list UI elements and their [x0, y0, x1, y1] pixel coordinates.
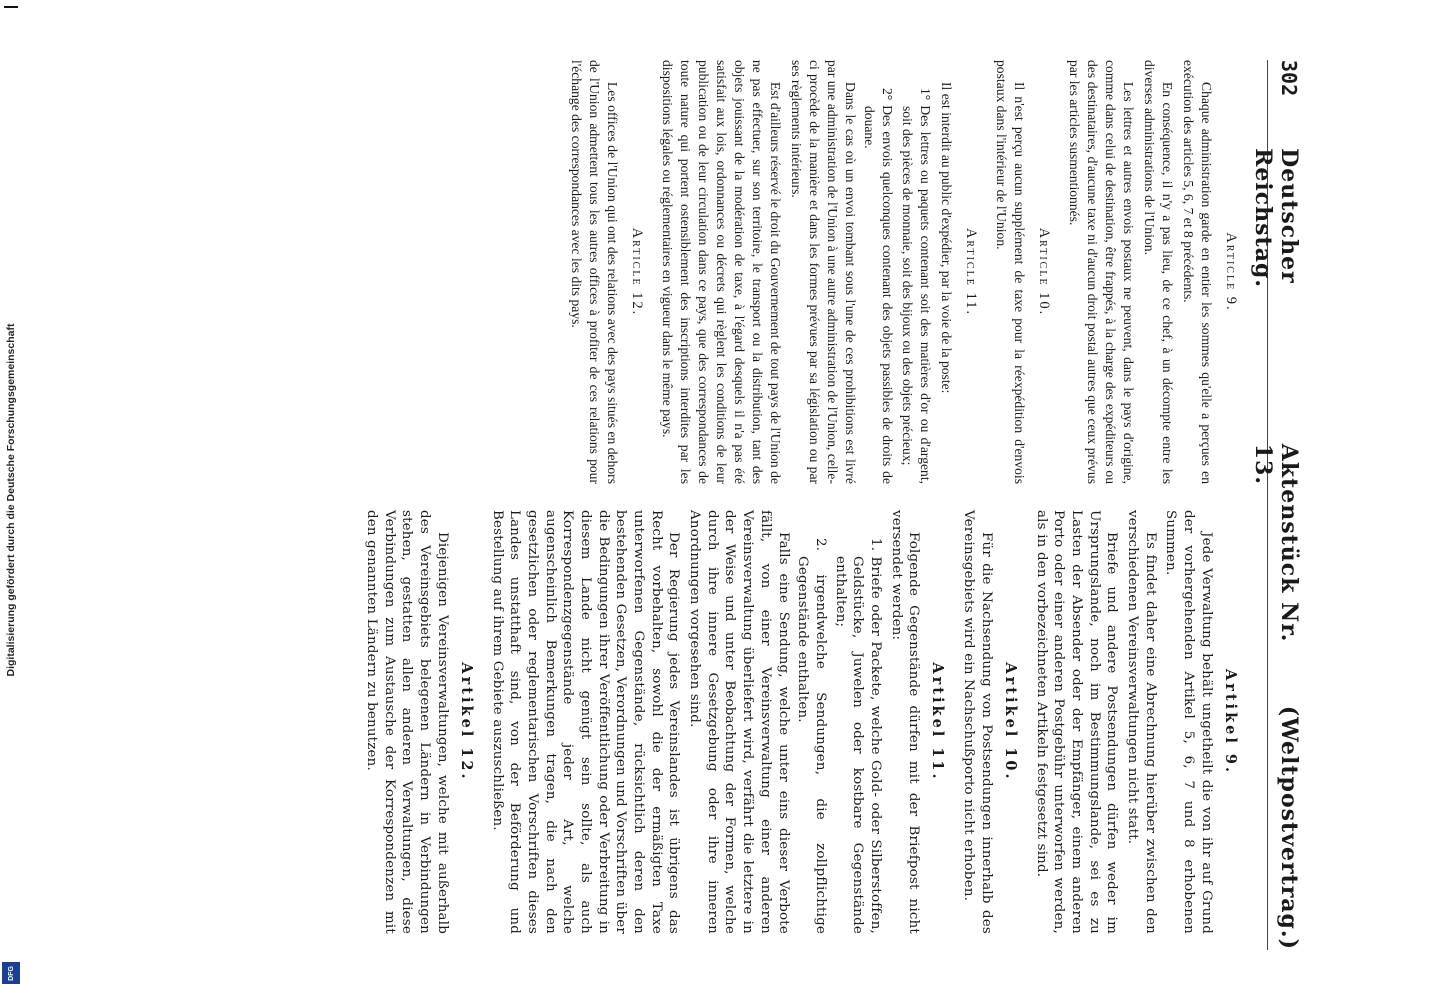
german-paragraph: Es findet daher eine Abrechnung hierüber zwischen den verschiedenen Vereinsverwaltungen nicht statt. [1125, 510, 1158, 934]
digitization-credit: Digitalisierung gefördert durch die Deutsche Forschungsgemeinschaft [5, 323, 17, 677]
german-paragraph: Jede Verwaltung behält ungetheilt die von ihr auf Grund der vorhergehenden Artikel 5, 6, 7 und 8 erhobenen Summen. [1163, 510, 1214, 934]
page-title: Deutscher Reichstag. [1250, 148, 1302, 288]
german-article-heading: Artikel 10. [1002, 662, 1019, 782]
digitization-credit-strip [0, 0, 22, 1000]
french-article-heading: Article 12. [629, 227, 646, 317]
french-article-heading: Article 9. [1223, 232, 1239, 312]
german-article-heading: Artikel 9. [1222, 668, 1239, 776]
page-header [1250, 60, 1302, 950]
german-paragraph: Briefe und andere Postsendungen dürfen weder im Ursprungslande, noch im Bestimmungslande, sei es zu Lasten der Absender oder der Empfänger, einem anderen Porto oder einer anderen Postgebühr unterworfen werden, als in den vorbezeichneten Artikeln festgesetzt sind. [1033, 510, 1120, 934]
french-list-item: 1° Des lettres ou paquets contenant soit des matières d'or ou d'argent, soit des pièces de monnaie, soit des bijoux ou des objets précieux; [900, 88, 934, 484]
french-paragraph: Il est interdit au public d'expédier, par la voie de la poste: [939, 82, 955, 394]
german-paragraph: Für die Nachsendung von Postsendungen innerhalb des Vereinsgebiets wird ein Nachschußporto nicht erhoben. [961, 510, 994, 934]
french-column [564, 60, 1252, 484]
german-paragraph: Der Regierung jedes Vereinslandes ist übrigens das Recht vorbehalten, sowohl die der ermäßigten Taxe unterworfenen Gegenstände, rücksichtlich deren den bestehenden Gesetzen, Verordnungen und Vorschriften über die Bedingungen ihrer Veröffentlichung oder Verbreitung in diesem Lande nicht genügt sein sollte, als auch Korrespondenzgegenstände jeder Art, welche augenscheinlich Bemerkungen tragen, die nach den gesetzlichen oder reglementarischen Vorschriften dieses Landes unstatthaft sind, von der Beförderung und Bestellung auf ihrem Gebiete auszuschließen. [489, 510, 682, 934]
german-paragraph: Falls eine Sendung, welche unter eins dieser Verbote fällt, von einer Vereinsverwaltung einer anderen Vereinsverwaltung überliefert wird, verfährt die letztere in der Weise und unter Beobachtung der Formen, welche durch ihre innere Gesetzgebung oder ihre inneren Anordnungen vorgesehen sind. [687, 510, 791, 934]
french-paragraph: En conséquence, il n'y a pas lieu, de ce chef, à un décompte entre les diverses administrations de l'Union. [1142, 60, 1175, 484]
french-paragraph: Est d'ailleurs réservé le droit du Gouvernement de tout pays de l'Union de ne pas effectuer, sur son territoire, le transport ou la distribution, tant des objets jouissant de la modération de taxe, à l'égard desquels il n'a pas été satisfait aux lois, ordonnances ou décrets qui règlent les conditions de leur publication ou de leur circulation dans ce pays, que des correspondances de toute nature qui portent ostensiblement des inscriptions interdites par les dispositions légales ou réglementaires en vigueur dans le même pays. [660, 60, 783, 484]
page-subtitle: Aktenstück Nr. 13. [1250, 443, 1302, 643]
french-paragraph: Dans le cas où un envoi tombant sous l'une de ces prohibitions est livré par une administration de l'Union à une autre administration de l'Union, celle-ci procède de la manière et dans les formes prévues par sa législation ou par ses règlements intérieurs. [788, 60, 858, 484]
german-paragraph: Folgende Gegenstände dürfen mit der Briefpost nicht versendet werden: [888, 510, 922, 934]
german-article-heading: Artikel 11. [929, 662, 947, 782]
french-paragraph: Les lettres et autres envois postaux ne peuvent, dans le pays d'origine, comme dans celui de destination, être frappés, à la charge des expéditeurs ou des destinataires, d'aucune taxe ni d'aucun droit postal autres que ceux prévus par les articles susmentionnés. [1067, 60, 1137, 484]
french-list-item: 2° Des envois quelconques contenant des objets passibles de droits de douane. [862, 88, 896, 484]
dfg-logo [2, 962, 20, 984]
page-number: 302 [1277, 60, 1301, 97]
french-article-heading: Article 11. [963, 227, 980, 317]
german-paragraph: Diejenigen Vereinsverwaltungen, welche mit außerhalb des Vereinsgebiets belegenen Ländern in Verbindungen stehen, gestatten allen anderen Verwaltungen, diese Verbindungen zum Austausche der Korrespondenzen mit den genannten Ländern zu benutzen. [364, 510, 450, 934]
french-paragraph: Il n'est perçu aucun supplément de taxe pour la réexpédition d'envois postaux dans l'intérieur de l'Union. [994, 60, 1028, 484]
french-article-heading: Article 10. [1036, 227, 1053, 317]
rotated-document-page [116, 20, 1316, 980]
german-column [359, 510, 1252, 934]
german-list-item: 2. irgendwelche Sendungen, die zollpflichtige Gegenstände enthalten. [795, 538, 828, 934]
french-paragraph: Les offices de l'Union qui ont des relations avec des pays situés en dehors de l'Union admettent tous les autres offices à profiter de ces relations pour l'échange des correspondances avec les dits pays. [569, 60, 621, 484]
scan-corner-mark [4, 6, 18, 8]
german-article-heading: Artikel 12. [457, 662, 475, 782]
dfg-logo-text: DFG [7, 965, 15, 981]
french-paragraph: Chaque administration garde en entier les sommes qu'elle a perçues en exécution des articles 5, 6, 7 et 8 précédents. [1180, 60, 1214, 484]
page-note: (Weltpostvertrag.) [1276, 705, 1302, 950]
german-list-item: 1. Briefe oder Packete, welche Gold- oder Silberstoffen, Geldstücke, Juwelen oder kostbare Gegenstände enthalten; [832, 538, 883, 934]
